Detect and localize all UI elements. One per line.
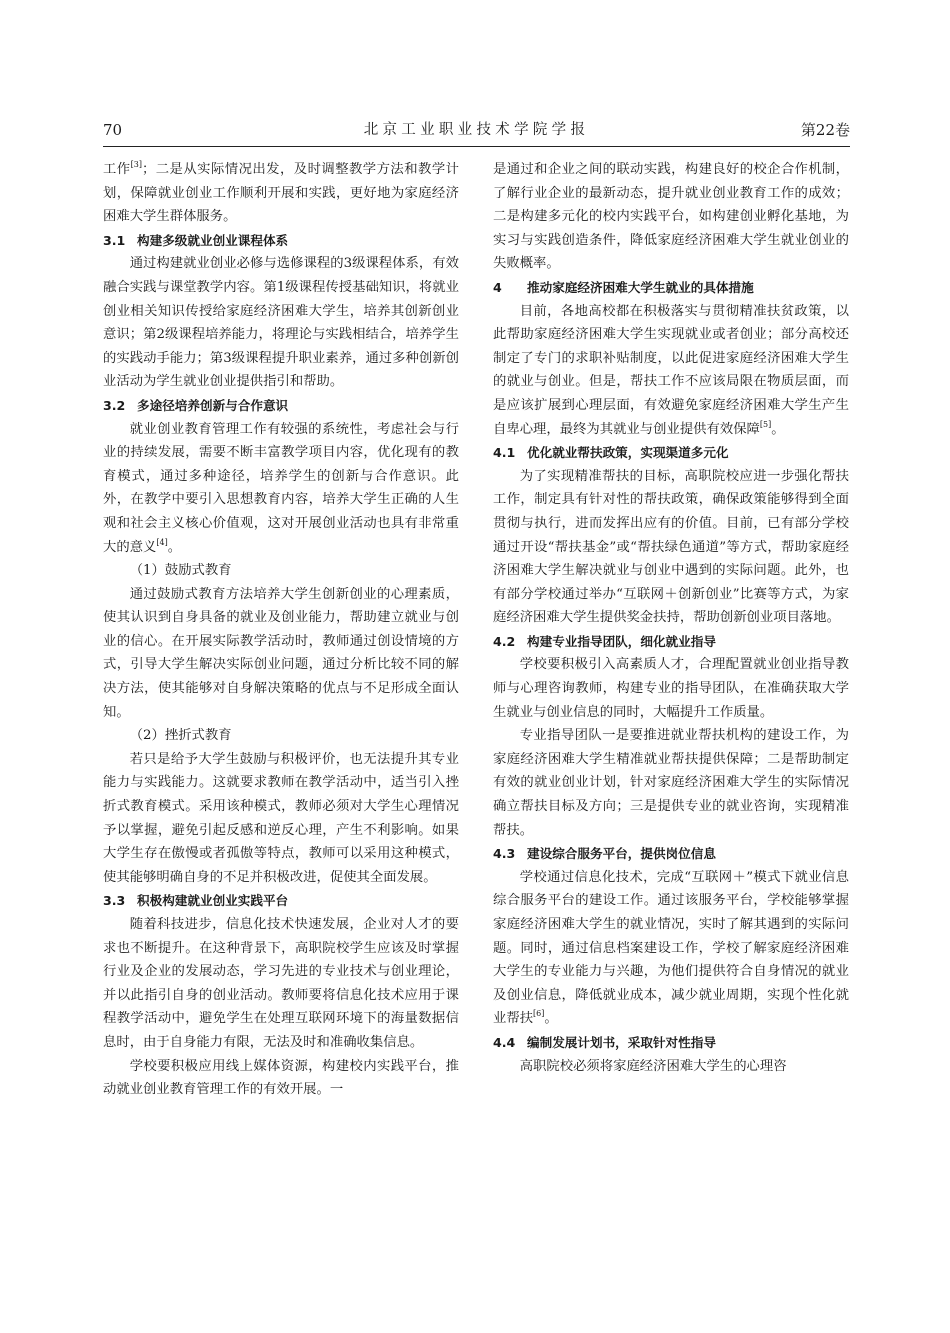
paragraph-4-3: 学校通过信息化技术，完成“互联网＋”模式下就业信息综合服务平台的建设工作。通过该服务平台，学校能够掌握家庭经济困难大学生的就业情况，实时了解其遇到的实际问题。同时，通过信息档案建设工作，学校了解家庭经济困难大学生的专业能力与兴趣，为他们提供符合自身情况的就业及创业信息，降低就业成本，减少就业周期，实现个性化就业帮扶[6]。 xyxy=(493,869,849,1027)
citation-ref: [3] xyxy=(130,160,142,169)
right-column xyxy=(493,158,849,1078)
page-number: 70 xyxy=(103,121,123,139)
paragraph-4-4: 高职院校必须将家庭经济困难大学生的心理咨 xyxy=(519,1058,787,1074)
paragraph-4-1: 为了实现精准帮扶的目标，高职院校应进一步强化帮扶工作，制定具有针对性的帮扶政策，确保政策能够得到全面贯彻与执行，进而发挥出应有的价值。目前，已有部分学校通过开设“帮扶基金”或“帮扶绿色通道”等方式，帮助家庭经济困难大学生解决就业与创业中遇到的实际问题。此外，也有部分学校通过举办“互联网＋创新创业”比赛等方式，为家庭经济困难大学生提供奖金扶持，帮助创新创业项目落地。 xyxy=(493,468,849,626)
paragraph-3-3-continuation: 是通过和企业之间的联动实践，构建良好的校企合作机制，了解行业企业的最新动态，提升就业创业教育工作的成效；二是构建多元化的校内实践平台，如构建创业孵化基地，为实习与实践创造条件，降低家庭经济困难大学生就业创业的失败概率。 xyxy=(493,162,849,272)
paragraph-4-2-b: 专业指导团队一是要推进就业帮扶机构的建设工作，为家庭经济困难大学生精准就业帮扶提供保障；二是帮助制定有效的就业创业计划，针对家庭经济困难大学生的实际情况确立帮扶目标及方向；三是提供专业的就业咨询，实现精准帮扶。 xyxy=(493,728,849,838)
journal-title: 北京工业职业技术学院学报 xyxy=(363,122,590,138)
citation-ref: [4] xyxy=(156,537,168,547)
volume-label: 第22卷 xyxy=(800,121,850,139)
section-heading-4-3: 4.3 建设综合服务平台，提供岗位信息 xyxy=(493,846,716,862)
subheading-encouragement: （1）鼓励式教育 xyxy=(129,563,232,579)
paragraph-3-1: 通过构建就业创业必修与选修课程的3级课程体系，有效融合实践与课堂教学内容。第1级课程传授基础知识，将就业创业相关知识传授给家庭经济困难大学生，培养其创新创业意识；第2级课程培养能力，将理论与实践相结合，培养学生的实践动手能力；第3级课程提升职业素养，通过多种创新创业活动为学生就业创业提供指引和帮助。 xyxy=(103,256,459,390)
header-rule xyxy=(103,146,850,147)
paragraph-encouragement: 通过鼓励式教育方法培养大学生创新创业的心理素质，使其认识到自身具备的就业及创业能力，帮助建立就业与创业的信心。在开展实际教学活动时，教师通过创设情境的方式，引导大学生解决实际创业问题，通过分析比较不同的解决方法，使其能够对自身解决策略的优点与不足形成全面认知。 xyxy=(103,586,459,720)
section-heading-4-1: 4.1 优化就业帮扶政策，实现渠道多元化 xyxy=(493,445,729,461)
section-heading-3-1: 3.1 构建多级就业创业课程体系 xyxy=(103,232,289,248)
subheading-frustration: （2）挫折式教育 xyxy=(129,728,232,744)
section-heading-3-3: 3.3 积极构建就业创业实践平台 xyxy=(103,893,289,909)
paragraph-frustration: 若只是给予大学生鼓励与积极评价，也无法提升其专业能力与实践能力。这就要求教师在教学活动中，适当引入挫折式教育模式。采用该种模式，教师必须对大学生心理情况予以掌握，避免引起反感和逆反心理，产生不利影响。如果大学生存在傲慢或者孤傲等特点，教师可以采用这种模式，使其能够明确自身的不足并积极改进，促使其全面发展。 xyxy=(103,751,459,885)
paragraph-3-3-b: 学校要积极应用线上媒体资源，构建校内实践平台，推动就业创业教育管理工作的有效开展。一 xyxy=(103,1058,459,1098)
paragraph-3-2: 就业创业教育管理工作有较强的系统性，考虑社会与行业的持续发展，需要不断丰富教学项目内容，优化现有的教育模式，通过多种途径，培养学生的创新与合作意识。此外，在教学中要引入思想教育内容，培养大学生正确的人生观和社会主义核心价值观，这对开展创业活动也具有非常重大的意义[4]。 xyxy=(103,421,459,555)
running-header xyxy=(103,119,850,141)
citation-ref: [6] xyxy=(533,1009,545,1019)
paragraph-3-3-a: 随着科技进步，信息化技术快速发展，企业对人才的要求也不断提升。在这种背景下，高职院校学生应该及时掌握行业及企业的发展动态，学习先进的专业技术与创业理论，并以此指引自身的创业活动。教师要将信息化技术应用于课程教学活动中，避免学生在处理互联网环境下的海量数据信息时，由于自身能力有限，无法及时和准确收集信息。 xyxy=(103,917,459,1050)
paragraph-4-2-a: 学校要积极引入高素质人才，合理配置就业创业指导教师与心理咨询教师，构建专业的指导团队，在准确获取大学生就业与创业信息的同时，大幅提升工作质量。 xyxy=(493,657,849,720)
paragraph-intro-continuation: 工作[3]；二是从实际情况出发，及时调整教学方法和教学计划，保障就业创业工作顺利开展和实践，更好地为家庭经济困难大学生群体服务。 xyxy=(103,160,459,225)
section-heading-4-2: 4.2 构建专业指导团队，细化就业指导 xyxy=(493,633,716,649)
paragraph-4: 目前，各地高校都在积极落实与贯彻精准扶贫政策，以此帮助家庭经济困难大学生实现就业或者创业；部分高校还制定了专门的求职补贴制度，以此促进家庭经济困难大学生的就业与创业。但是，帮扶工作不应该局限在物质层面，而是应该扩展到心理层面，有效避免家庭经济困难大学生产生自卑心理，最终为其就业与创业提供有效保障[5]。 xyxy=(493,303,849,437)
left-column xyxy=(103,158,459,1102)
section-heading-3-2: 3.2 多途径培养创新与合作意识 xyxy=(103,397,289,413)
section-heading-4-4: 4.4 编制发展计划书，采取针对性指导 xyxy=(493,1034,716,1050)
section-heading-4: 4 推动家庭经济困难大学生就业的具体措施 xyxy=(493,279,754,295)
citation-ref: [5] xyxy=(759,419,772,429)
